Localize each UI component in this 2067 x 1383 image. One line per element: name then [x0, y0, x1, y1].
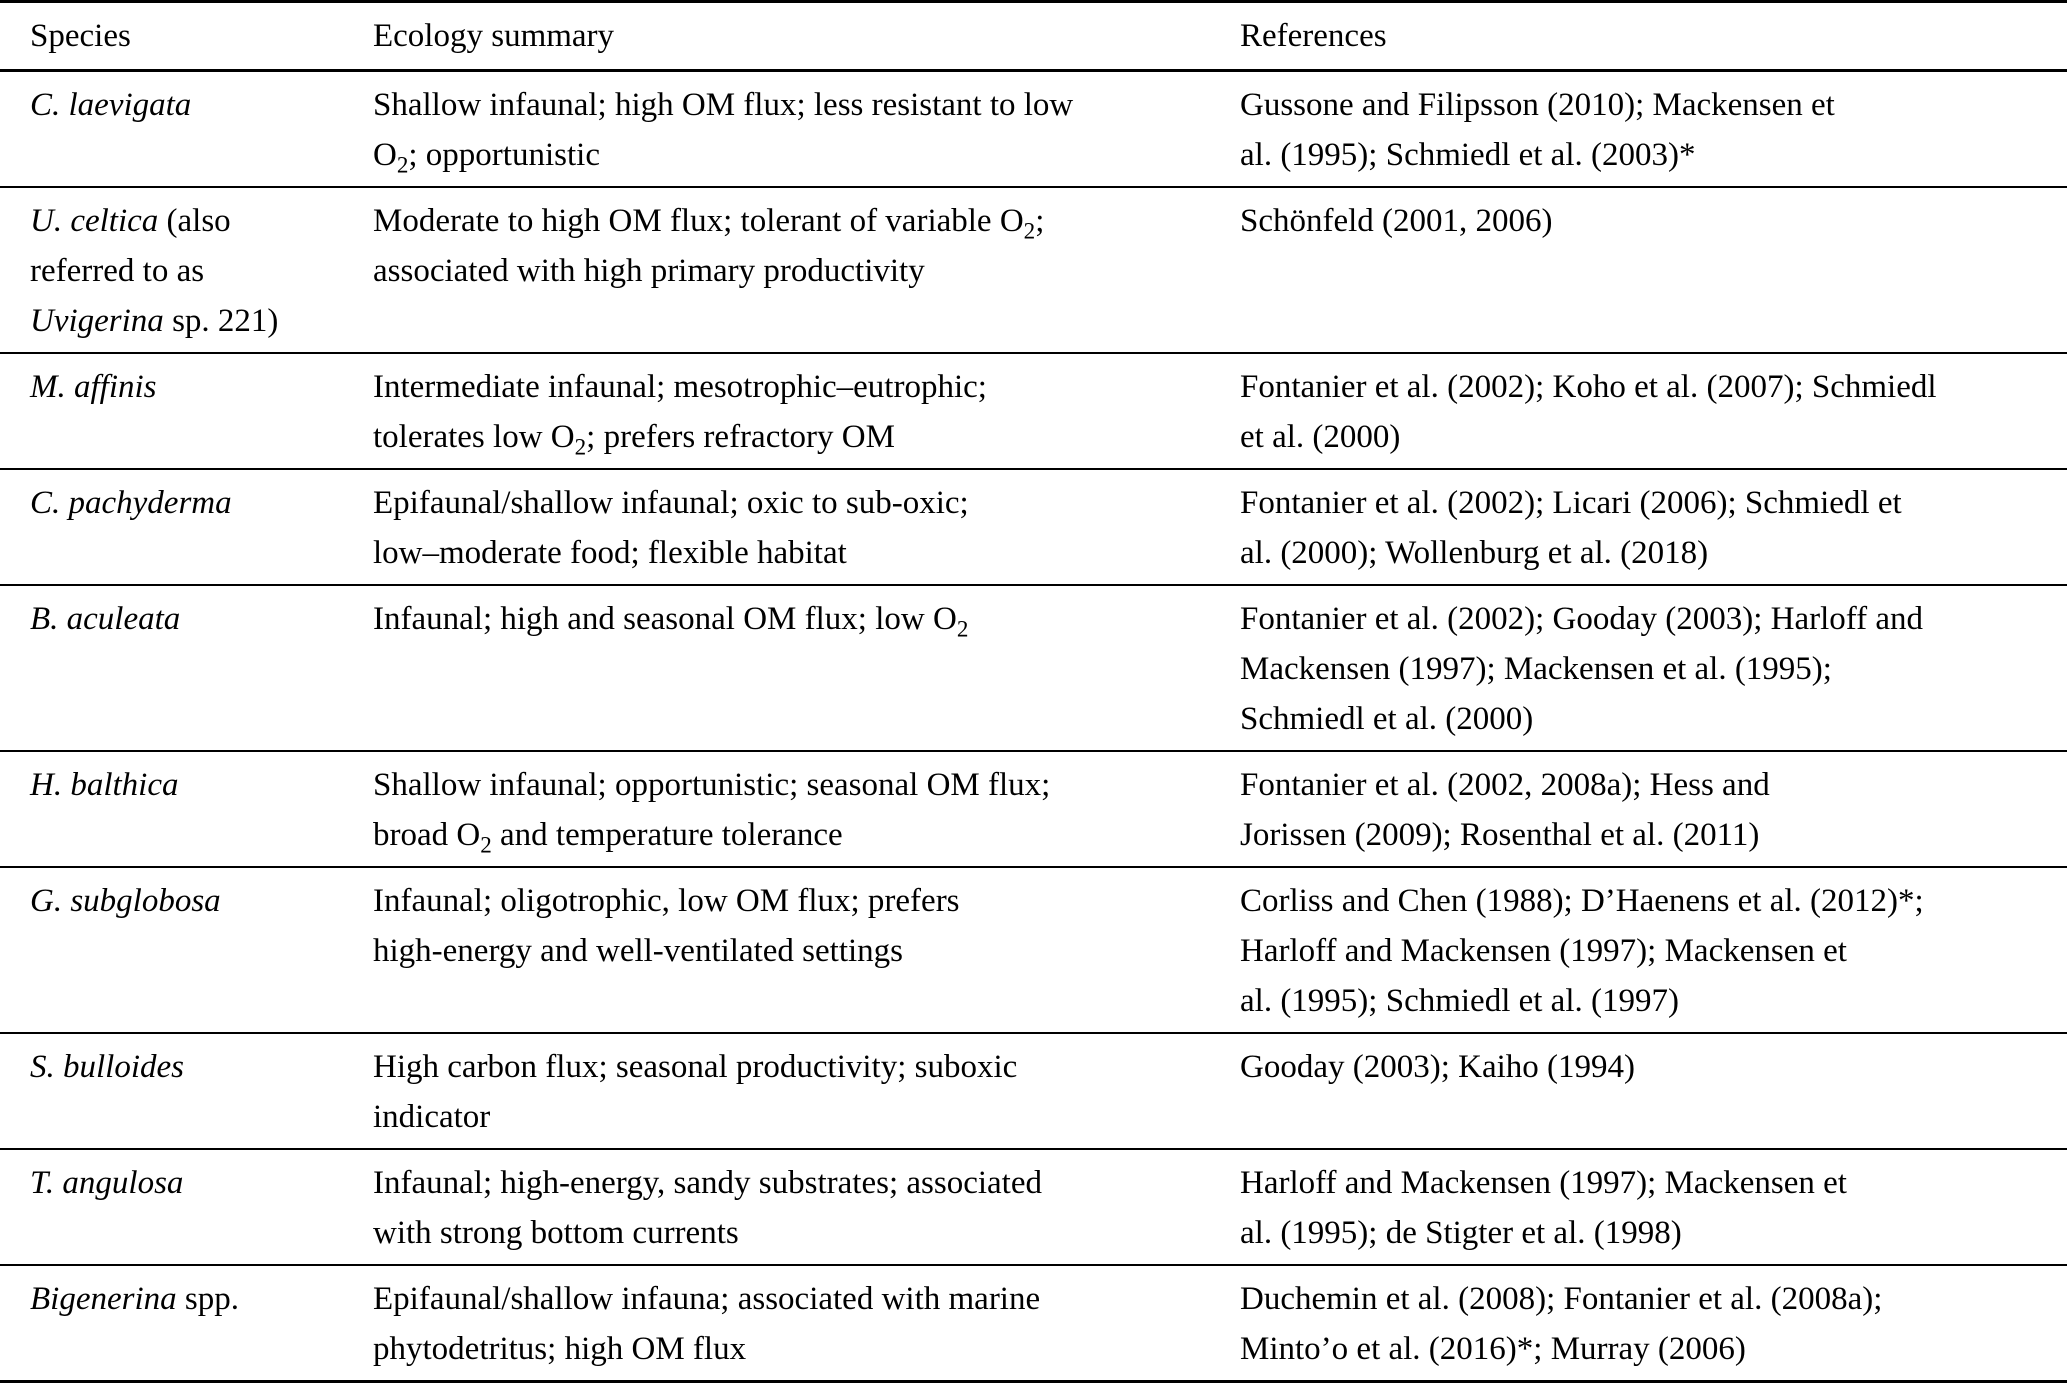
references-cell: Fontanier et al. (2002); Koho et al. (2007); Schmiedl et al. (2000) [1240, 369, 1937, 455]
table-row [0, 353, 2067, 469]
references-cell: Corliss and Chen (1988); D’Haenens et al. (2012)*; Harloff and Mackensen (1997); Mackensen et al. (1995); Schmiedl et al. (1997) [1240, 883, 1924, 1019]
column-header-ecology-summary: Ecology summary [373, 2, 1240, 71]
ecology-cell: Shallow infaunal; high OM flux; less resistant to low $O_2$; opportunistic [373, 87, 1074, 178]
references-cell: Fontanier et al. (2002); Gooday (2003); Harloff and Mackensen (1997); Mackensen et al. (1995); Schmiedl et al. (2000) [1240, 601, 1924, 737]
table-body [0, 71, 2067, 1382]
references-cell: Gooday (2003); Kaiho (1994) [1240, 1049, 1636, 1085]
references-cell: Harloff and Mackensen (1997); Mackensen et al. (1995); de Stigter et al. (1998) [1240, 1165, 1847, 1251]
ecology-cell: Infaunal; high and seasonal OM flux; low $O_2$ [373, 601, 969, 642]
table-row [0, 469, 2067, 585]
ecology-cell: Intermediate infaunal; mesotrophic–eutrophic; tolerates low $O_2$; prefers refractory OM [373, 369, 987, 460]
header-row [0, 2, 2067, 71]
table-row [0, 867, 2067, 1033]
species-cell: S. bulloides [30, 1049, 184, 1085]
species-cell: T. angulosa [30, 1165, 184, 1201]
ecology-cell: Shallow infaunal; opportunistic; seasonal OM flux; broad $O_2$ and temperature tolerance [373, 767, 1051, 858]
table-row [0, 1149, 2067, 1265]
ecology-cell: Infaunal; oligotrophic, low OM flux; prefers high-energy and well-ventilated settings [373, 883, 960, 969]
column-header-species: Species [0, 2, 373, 71]
column-header-references: References [1240, 2, 2067, 71]
table-row [0, 1033, 2067, 1149]
table-header [0, 2, 2067, 71]
references-cell: Fontanier et al. (2002, 2008a); Hess and Jorissen (2009); Rosenthal et al. (2011) [1240, 767, 1770, 853]
species-cell: U. celtica (also referred to as Uvigerina sp. 221) [30, 203, 279, 339]
ecology-cell: Epifaunal/shallow infauna; associated with marine phytodetritus; high OM flux [373, 1281, 1041, 1367]
species-cell: G. subglobosa [30, 883, 221, 919]
ecology-cell: Infaunal; high-energy, sandy substrates; associated with strong bottom currents [373, 1165, 1042, 1251]
table-row [0, 585, 2067, 751]
references-cell: Duchemin et al. (2008); Fontanier et al. (2008a); Minto’o et al. (2016)*; Murray (2006) [1240, 1281, 1883, 1367]
species-cell: C. laevigata [30, 87, 192, 123]
species-cell: B. aculeata [30, 601, 181, 637]
species-cell: H. balthica [30, 767, 179, 803]
ecology-cell: Epifaunal/shallow infaunal; oxic to sub-oxic; low–moderate food; flexible habitat [373, 485, 969, 571]
table-row [0, 187, 2067, 353]
references-cell: Gussone and Filipsson (2010); Mackensen et al. (1995); Schmiedl et al. (2003)* [1240, 87, 1835, 173]
table-row [0, 1265, 2067, 1382]
references-cell: Schönfeld (2001, 2006) [1240, 203, 1553, 239]
species-cell: Bigenerina spp. [30, 1281, 239, 1317]
ecology-cell: High carbon flux; seasonal productivity; suboxic indicator [373, 1049, 1018, 1135]
references-cell: Fontanier et al. (2002); Licari (2006); Schmiedl et al. (2000); Wollenburg et al. (2018) [1240, 485, 1902, 571]
species-cell: M. affinis [30, 369, 157, 405]
table-row [0, 71, 2067, 188]
ecology-cell: Moderate to high OM flux; tolerant of variable $O_2$; associated with high primary productivity [373, 203, 1045, 289]
species-cell: C. pachyderma [30, 485, 232, 521]
table-row [0, 751, 2067, 867]
